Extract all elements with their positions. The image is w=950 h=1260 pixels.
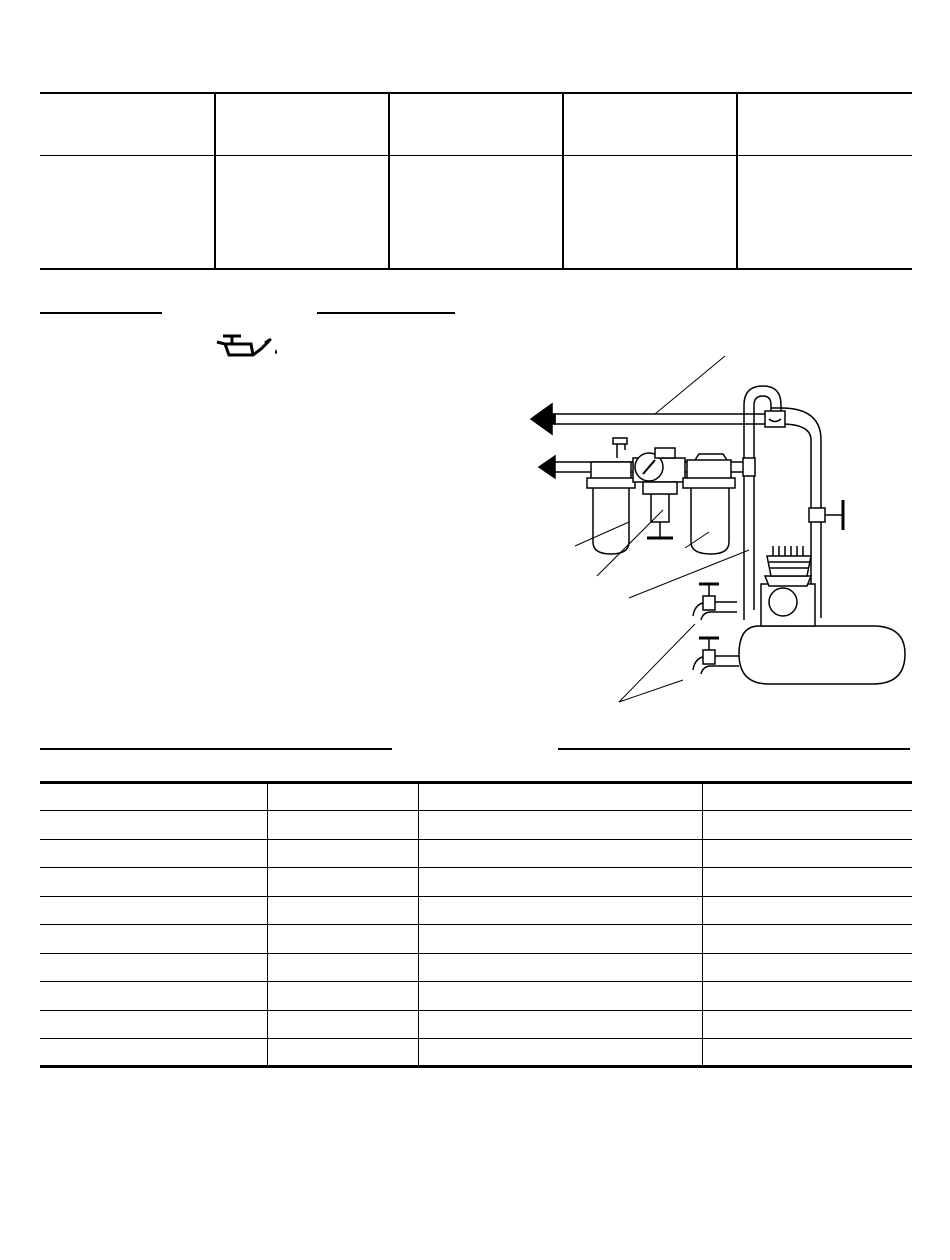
bottom-table-top-rule [40, 781, 912, 784]
drain-valve-upper [693, 584, 737, 620]
bottom-table-row-rule [40, 896, 912, 897]
section-heading-left-2 [317, 294, 455, 314]
top-table-header-rule [40, 155, 912, 156]
top-table-top-rule [40, 92, 912, 94]
bottom-table-row-rule [40, 810, 912, 811]
bottom-table-col-divider [418, 784, 419, 1065]
top-table-col-divider [562, 93, 564, 269]
callout-leader [685, 532, 709, 548]
section-heading-lower-right [558, 730, 910, 750]
frl-assembly [539, 438, 755, 554]
callout-leader [619, 624, 695, 702]
bottom-table-row-rule [40, 867, 912, 868]
section-heading-left-1 [40, 294, 162, 314]
callout-leader [629, 550, 749, 598]
bottom-table-row-rule [40, 1010, 912, 1011]
section-heading-lower-left [40, 730, 392, 750]
callout-leader [575, 522, 629, 546]
callout-leader [597, 510, 663, 576]
bottom-table-row-rule [40, 924, 912, 925]
bottom-table-col-divider [267, 784, 268, 1065]
bottom-table-col-divider [702, 784, 703, 1065]
bottom-table-row-rule [40, 981, 912, 982]
drain-valve-lower [693, 638, 739, 674]
compressor-pump [761, 546, 815, 626]
riser-shutoff-valve [809, 500, 843, 530]
top-table-col-divider [388, 93, 390, 269]
bottom-table-row-rule [40, 1038, 912, 1039]
top-table-col-divider [736, 93, 738, 269]
top-table-bottom-rule [40, 268, 912, 270]
bottom-table-bottom-rule [40, 1065, 912, 1068]
main-air-line [531, 404, 783, 434]
bottom-table-row-rule [40, 839, 912, 840]
callout-leader [655, 356, 725, 414]
bottom-table-row-rule [40, 953, 912, 954]
compressed-air-system-diagram [525, 350, 915, 715]
callout-leader [619, 680, 683, 702]
callout-leaders [575, 356, 749, 702]
top-table-col-divider [214, 93, 216, 269]
air-receiver-tank [739, 626, 905, 684]
oil-can-icon [215, 333, 283, 363]
air-outlet-arrow-lower [539, 456, 555, 478]
